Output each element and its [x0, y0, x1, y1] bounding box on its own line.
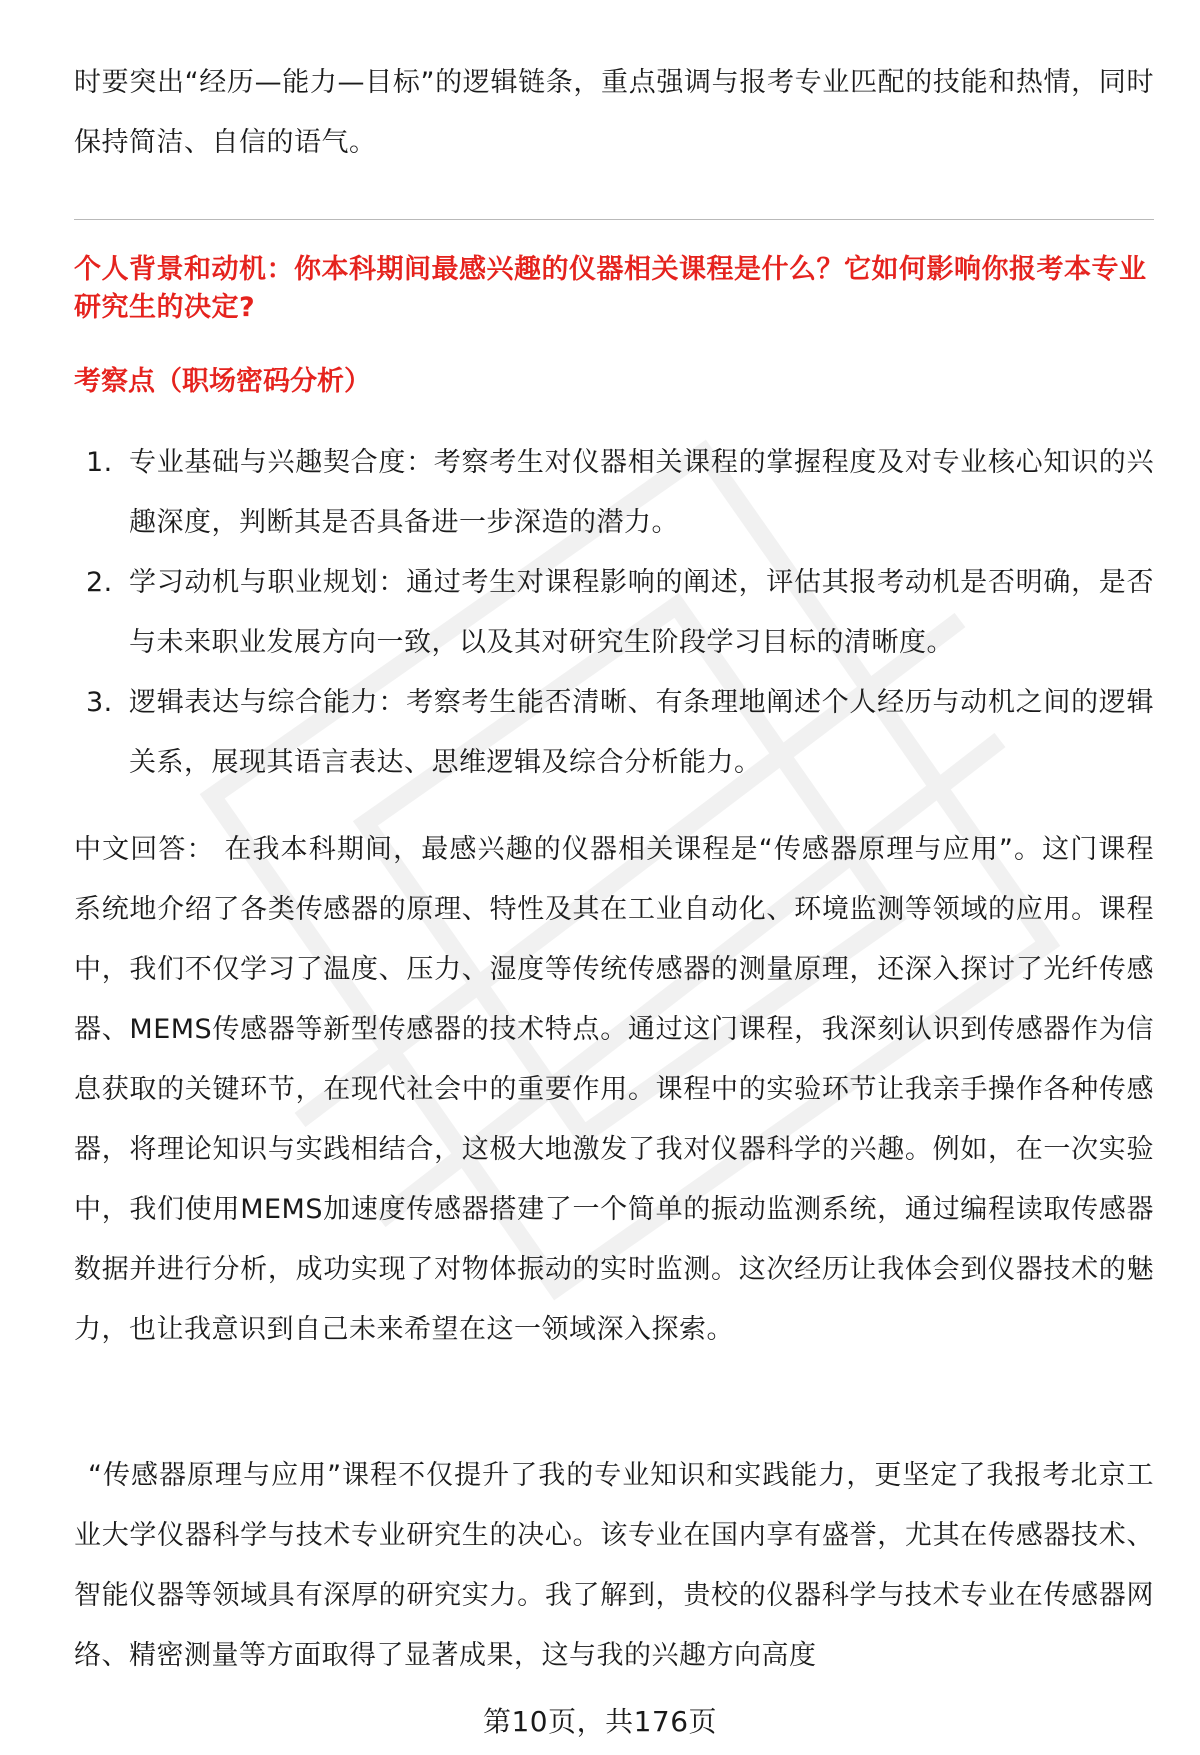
section-divider: [74, 219, 1154, 220]
assessment-item-number: 1.: [86, 447, 113, 478]
assessment-item: [74, 553, 1154, 673]
assessment-item: [74, 433, 1154, 553]
assessment-item-text: 学习动机与职业规划：通过考生对课程影响的阐述，评估其报考动机是否明确，是否与未来职业发展方向一致，以及其对研究生阶段学习目标的清晰度。: [129, 567, 1154, 658]
assessment-item-number: 2.: [86, 567, 113, 598]
assessment-heading: 考察点（职场密码分析）: [74, 366, 371, 397]
answer-paragraph-continued: “传感器原理与应用”课程不仅提升了我的专业知识和实践能力，更坚定了我报考北京工业大学仪器科学与技术专业研究生的决心。该专业在国内享有盛誉，尤其在传感器技术、智能仪器等领域具有深厚的研究实力。我了解到，贵校的仪器科学与技术专业在传感器网络、精密测量等方面取得了显著成果，这与我的兴趣方向高度: [74, 1460, 1154, 1671]
assessment-list: [74, 433, 1154, 793]
question-heading: 个人背景和动机：你本科期间最感兴趣的仪器相关课程是什么？它如何影响你报考本专业研究生的决定?: [74, 254, 1147, 323]
intro-paragraph: 时要突出“经历—能力—目标”的逻辑链条，重点强调与报考专业匹配的技能和热情，同时保持简洁、自信的语气。: [74, 67, 1154, 158]
assessment-item-number: 3.: [86, 687, 113, 718]
assessment-item-text: 专业基础与兴趣契合度：考察考生对仪器相关课程的掌握程度及对专业核心知识的兴趣深度，判断其是否具备进一步深造的潜力。: [129, 447, 1154, 538]
assessment-item-text: 逻辑表达与综合能力：考察考生能否清晰、有条理地阐述个人经历与动机之间的逻辑关系，展现其语言表达、思维逻辑及综合分析能力。: [129, 687, 1154, 778]
assessment-item: [74, 673, 1154, 793]
answer-paragraph: 中文回答： 在我本科期间，最感兴趣的仪器相关课程是“传感器原理与应用”。这门课程系统地介绍了各类传感器的原理、特性及其在工业自动化、环境监测等领域的应用。课程中，我们不仅学习了温度、压力、湿度等传统传感器的测量原理，还深入探讨了光纤传感器、MEMS传感器等新型传感器的技术特点。通过这门课程，我深刻认识到传感器作为信息获取的关键环节，在现代社会中的重要作用。课程中的实验环节让我亲手操作各种传感器，将理论知识与实践相结合，这极大地激发了我对仪器科学的兴趣。例如，在一次实验中，我们使用MEMS加速度传感器搭建了一个简单的振动监测系统，通过编程读取传感器数据并进行分析，成功实现了对物体振动的实时监测。这次经历让我体会到仪器技术的魅力，也让我意识到自己未来希望在这一领域深入探索。: [74, 834, 1154, 1345]
page-number: 第10页，共176页: [482, 1705, 718, 1738]
